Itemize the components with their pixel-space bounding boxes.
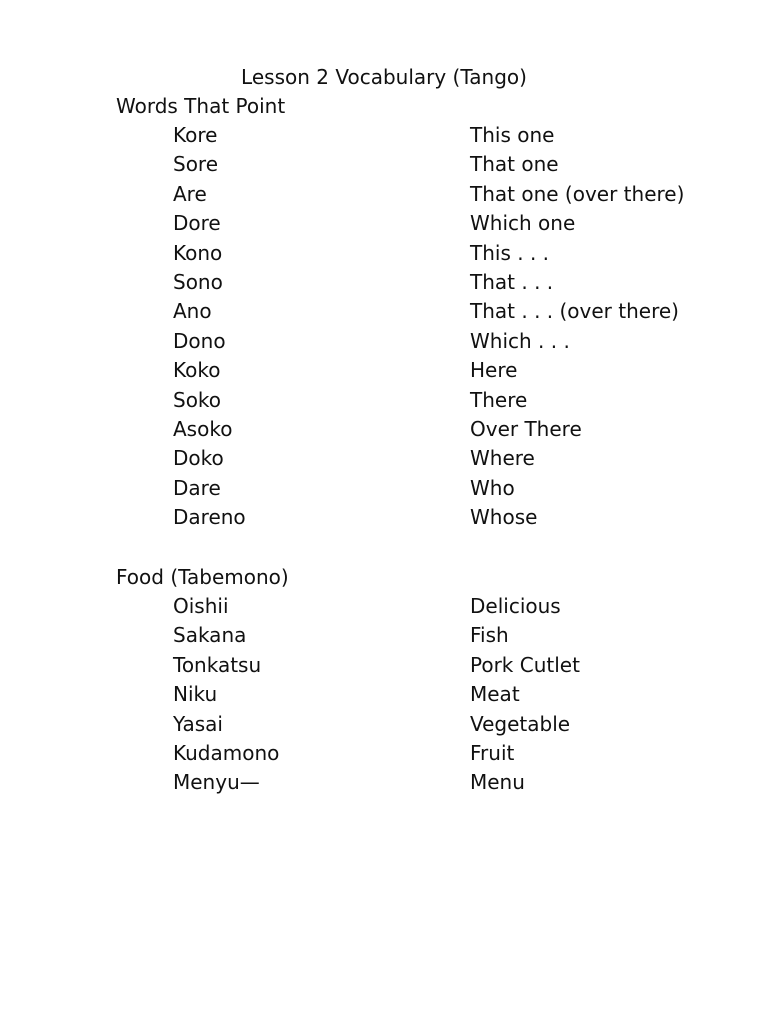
vocab-row: [173, 268, 733, 297]
vocab-meaning: That . . . (over there): [470, 299, 679, 324]
vocab-term: Dore: [173, 211, 221, 236]
vocab-row: [173, 444, 733, 473]
vocab-term: Dare: [173, 475, 221, 500]
vocab-meaning: That one: [470, 152, 559, 177]
vocab-meaning: Meat: [470, 682, 520, 707]
vocab-row: [173, 327, 733, 356]
vocab-list-food: [173, 592, 733, 798]
vocab-row: [173, 621, 733, 650]
vocab-meaning: That one (over there): [470, 181, 685, 206]
vocab-row: [173, 180, 733, 209]
vocab-meaning: Menu: [470, 770, 525, 795]
vocab-meaning: Who: [470, 475, 515, 500]
vocab-term: Niku: [173, 682, 218, 707]
vocab-row: [173, 209, 733, 238]
vocab-meaning: Which one: [470, 211, 576, 236]
vocab-term: Yasai: [173, 711, 223, 736]
vocab-meaning: Vegetable: [470, 711, 571, 736]
vocab-term: Kore: [173, 123, 218, 147]
vocab-term: Soko: [173, 387, 222, 412]
vocab-row: [173, 592, 733, 621]
vocab-list-words-that-point: [173, 121, 733, 532]
vocab-term: Ano: [173, 299, 212, 324]
vocab-row: [173, 150, 733, 179]
page-title: Lesson 2 Vocabulary (Tango): [241, 65, 527, 89]
vocab-term: Sakana: [173, 623, 247, 648]
vocab-meaning: Pork Cutlet: [470, 652, 580, 677]
vocab-meaning: Here: [470, 358, 518, 383]
section-heading-food: Food (Tabemono): [116, 565, 289, 589]
vocab-meaning: Where: [470, 446, 535, 471]
vocab-row: [173, 680, 733, 709]
vocab-row: [173, 768, 733, 797]
vocab-meaning: This . . .: [470, 240, 550, 265]
vocab-row: [173, 651, 733, 680]
vocab-term: Kudamono: [173, 740, 280, 765]
vocab-row: [173, 739, 733, 768]
vocab-meaning: Over There: [470, 416, 582, 441]
vocab-term: Oishii: [173, 594, 229, 618]
vocab-meaning: There: [470, 387, 528, 412]
vocab-term: Dono: [173, 328, 226, 353]
vocab-row: [173, 386, 733, 415]
vocab-row: [173, 503, 733, 532]
vocab-meaning: That . . .: [470, 269, 554, 294]
vocab-term: Sore: [173, 152, 219, 177]
vocab-term: Kono: [173, 240, 223, 265]
vocab-row: [173, 356, 733, 385]
vocab-row: [173, 239, 733, 268]
vocab-row: [173, 121, 733, 150]
vocab-row: [173, 710, 733, 739]
vocab-term: Menyu—: [173, 770, 260, 795]
vocab-term: Dareno: [173, 505, 246, 530]
vocab-row: [173, 474, 733, 503]
vocab-row: [173, 297, 733, 326]
vocab-meaning: Delicious: [470, 594, 561, 618]
vocab-meaning: This one: [470, 123, 555, 147]
vocab-meaning: Fish: [470, 623, 509, 648]
vocab-meaning: Which . . .: [470, 328, 570, 353]
vocab-row: [173, 415, 733, 444]
section-heading-words-that-point: Words That Point: [116, 94, 286, 118]
vocab-meaning: Whose: [470, 505, 538, 530]
vocab-term: Doko: [173, 446, 224, 471]
vocab-term: Are: [173, 181, 207, 206]
vocab-term: Koko: [173, 358, 221, 383]
vocab-meaning: Fruit: [470, 740, 515, 765]
vocab-term: Asoko: [173, 416, 233, 441]
vocab-term: Tonkatsu: [173, 652, 262, 677]
vocab-term: Sono: [173, 269, 223, 294]
